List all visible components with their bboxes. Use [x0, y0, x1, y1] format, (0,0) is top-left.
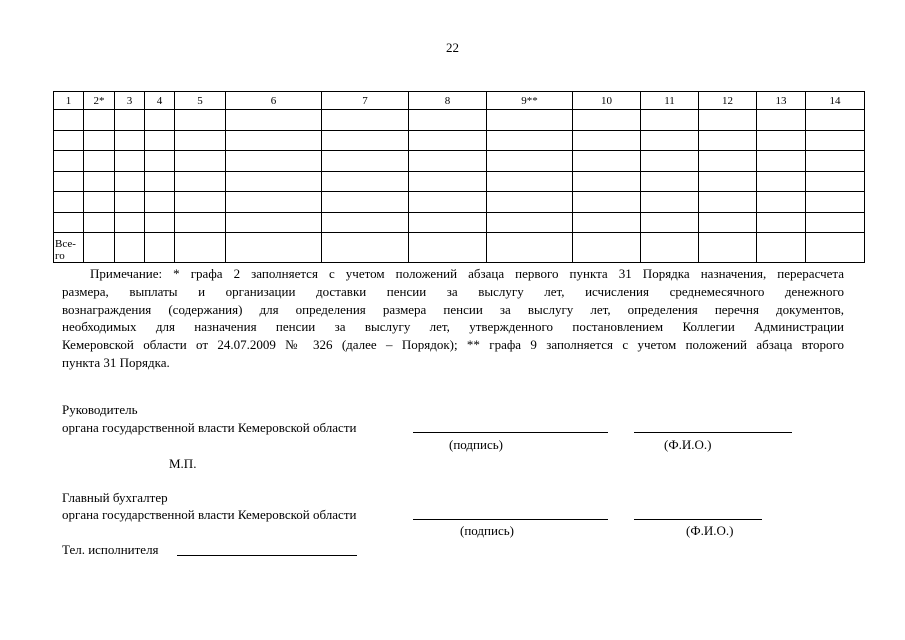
column-header: 12: [699, 92, 757, 110]
note-line-5: Кемеровской области от 24.07.2009 № 326 (далее – Порядок); ** графа 9 заполняется с учетом положений абзаца второго: [62, 337, 844, 353]
table-cell: [226, 233, 322, 263]
table-cell: [145, 212, 175, 232]
accountant-sign-caption: (подпись): [460, 523, 514, 538]
table-cell: [806, 212, 865, 232]
column-header: 5: [175, 92, 226, 110]
table-cell: [641, 171, 699, 191]
table-cell: [84, 233, 115, 263]
table-cell: [84, 171, 115, 191]
table-cell: [322, 212, 409, 232]
table-cell: [409, 110, 487, 130]
table-cell: [487, 110, 573, 130]
stamp-label: М.П.: [169, 456, 197, 471]
table-cell: [175, 110, 226, 130]
table-cell: [145, 110, 175, 130]
table-cell: [487, 233, 573, 263]
table-cell: [115, 110, 145, 130]
table-cell: [54, 212, 84, 232]
table-cell: [487, 171, 573, 191]
table-cell: [115, 130, 145, 150]
table-cell: [573, 151, 641, 171]
head-org: органа государственной власти Кемеровской области: [62, 420, 357, 435]
table-cell: [806, 171, 865, 191]
table-cell: [322, 171, 409, 191]
column-header: 4: [145, 92, 175, 110]
total-label-part-2: го: [55, 250, 65, 262]
table-body: [54, 92, 865, 263]
total-label-part-1: Все-: [55, 238, 76, 250]
table-cell: [54, 151, 84, 171]
phone-label: Тел. исполнителя: [62, 542, 159, 557]
table-cell: [757, 192, 806, 212]
table-cell: [806, 130, 865, 150]
table-cell: [806, 151, 865, 171]
table-cell: [145, 171, 175, 191]
table-cell: [699, 192, 757, 212]
table-cell: [573, 212, 641, 232]
table-cell: [487, 130, 573, 150]
table-cell: [175, 130, 226, 150]
table-cell: [54, 192, 84, 212]
note-line-1: Примечание: * графа 2 заполняется с учетом положений абзаца первого пункта 31 Порядка назначения, перерасчета: [90, 266, 844, 281]
table-cell: [175, 212, 226, 232]
table-cell: [409, 130, 487, 150]
table-cell: [641, 212, 699, 232]
note-line-2: размера, выплаты и организации доставки пенсии за выслугу лет, исчисления среднемесячного денежного: [62, 283, 844, 299]
table-cell: [226, 192, 322, 212]
report-table: [53, 91, 865, 263]
table-cell: [322, 233, 409, 263]
table-cell: [573, 110, 641, 130]
table-cell: [641, 110, 699, 130]
table-cell: [487, 151, 573, 171]
header-row: [54, 92, 865, 110]
column-header: 9**: [487, 92, 573, 110]
table-cell: [54, 130, 84, 150]
table-cell: [699, 130, 757, 150]
column-header: 1: [54, 92, 84, 110]
table-cell: [409, 171, 487, 191]
note-line-3: вознаграждения (содержания) для определения размера пенсии за выслугу лет, определения перечня документов,: [62, 301, 844, 317]
table-cell: [54, 110, 84, 130]
table-row: [54, 171, 865, 191]
total-row: [54, 233, 865, 263]
table-cell: [145, 130, 175, 150]
table-cell: [226, 212, 322, 232]
phone-line: [177, 555, 357, 556]
table-cell: [699, 233, 757, 263]
table-cell: [487, 212, 573, 232]
table-cell: [145, 192, 175, 212]
table-cell: [175, 171, 226, 191]
table-cell: [115, 233, 145, 263]
accountant-org: органа государственной власти Кемеровской области: [62, 507, 357, 522]
column-header: 8: [409, 92, 487, 110]
column-header: 13: [757, 92, 806, 110]
table-cell: [115, 171, 145, 191]
head-sign-caption: (подпись): [449, 437, 503, 452]
table-cell: [409, 233, 487, 263]
head-title: Руководитель: [62, 402, 138, 417]
accountant-name-line: [634, 519, 762, 520]
table-cell: [115, 212, 145, 232]
table-cell: [757, 171, 806, 191]
table-cell: [757, 151, 806, 171]
table-cell: [226, 151, 322, 171]
column-header: 6: [226, 92, 322, 110]
table-cell: [573, 130, 641, 150]
table-row: [54, 151, 865, 171]
table-cell: [84, 151, 115, 171]
note-line-4: необходимых для назначения пенсии за выслугу лет, утвержденного постановлением Коллегии Администрации: [62, 319, 844, 335]
table-cell: [322, 151, 409, 171]
table-cell: [699, 171, 757, 191]
table-cell: [757, 130, 806, 150]
table-cell: [699, 212, 757, 232]
table-cell: [409, 151, 487, 171]
note-line-6: пункта 31 Порядка.: [62, 354, 170, 370]
table-cell: [806, 110, 865, 130]
table-cell: [573, 192, 641, 212]
footnote: [62, 265, 844, 372]
table-row: [54, 192, 865, 212]
table-row: [54, 212, 865, 232]
table-cell: [175, 233, 226, 263]
page-number: 22: [446, 40, 459, 55]
table-cell: [699, 151, 757, 171]
head-signature-line: [413, 432, 608, 433]
accountant-signature-line: [413, 519, 608, 520]
table-cell: [226, 110, 322, 130]
table-cell: [54, 171, 84, 191]
table-cell: [226, 130, 322, 150]
table-cell: [699, 110, 757, 130]
table-cell: [641, 192, 699, 212]
table-cell: [226, 171, 322, 191]
table-cell: [322, 130, 409, 150]
table-cell: [641, 233, 699, 263]
table-cell: [757, 233, 806, 263]
total-label: [54, 233, 84, 263]
table-cell: [175, 151, 226, 171]
head-name-caption: (Ф.И.О.): [664, 437, 712, 452]
table-row: [54, 130, 865, 150]
table-cell: [641, 151, 699, 171]
table-cell: [145, 151, 175, 171]
table-cell: [757, 110, 806, 130]
column-header: 11: [641, 92, 699, 110]
table-cell: [84, 110, 115, 130]
table-cell: [806, 192, 865, 212]
table-cell: [806, 233, 865, 263]
column-header: 10: [573, 92, 641, 110]
table-cell: [84, 192, 115, 212]
table-cell: [573, 171, 641, 191]
table-cell: [641, 130, 699, 150]
table-cell: [322, 192, 409, 212]
accountant-name-caption: (Ф.И.О.): [686, 523, 734, 538]
table-cell: [175, 192, 226, 212]
table-cell: [409, 192, 487, 212]
column-header: 2*: [84, 92, 115, 110]
table-cell: [145, 233, 175, 263]
table-cell: [409, 212, 487, 232]
table-cell: [487, 192, 573, 212]
head-name-line: [634, 432, 792, 433]
column-header: 7: [322, 92, 409, 110]
table-cell: [757, 212, 806, 232]
table-cell: [573, 233, 641, 263]
table-row: [54, 110, 865, 130]
column-header: 14: [806, 92, 865, 110]
table-cell: [84, 130, 115, 150]
table-cell: [115, 151, 145, 171]
table-cell: [84, 212, 115, 232]
table-cell: [322, 110, 409, 130]
accountant-title: Главный бухгалтер: [62, 490, 168, 505]
column-header: 3: [115, 92, 145, 110]
table-cell: [115, 192, 145, 212]
